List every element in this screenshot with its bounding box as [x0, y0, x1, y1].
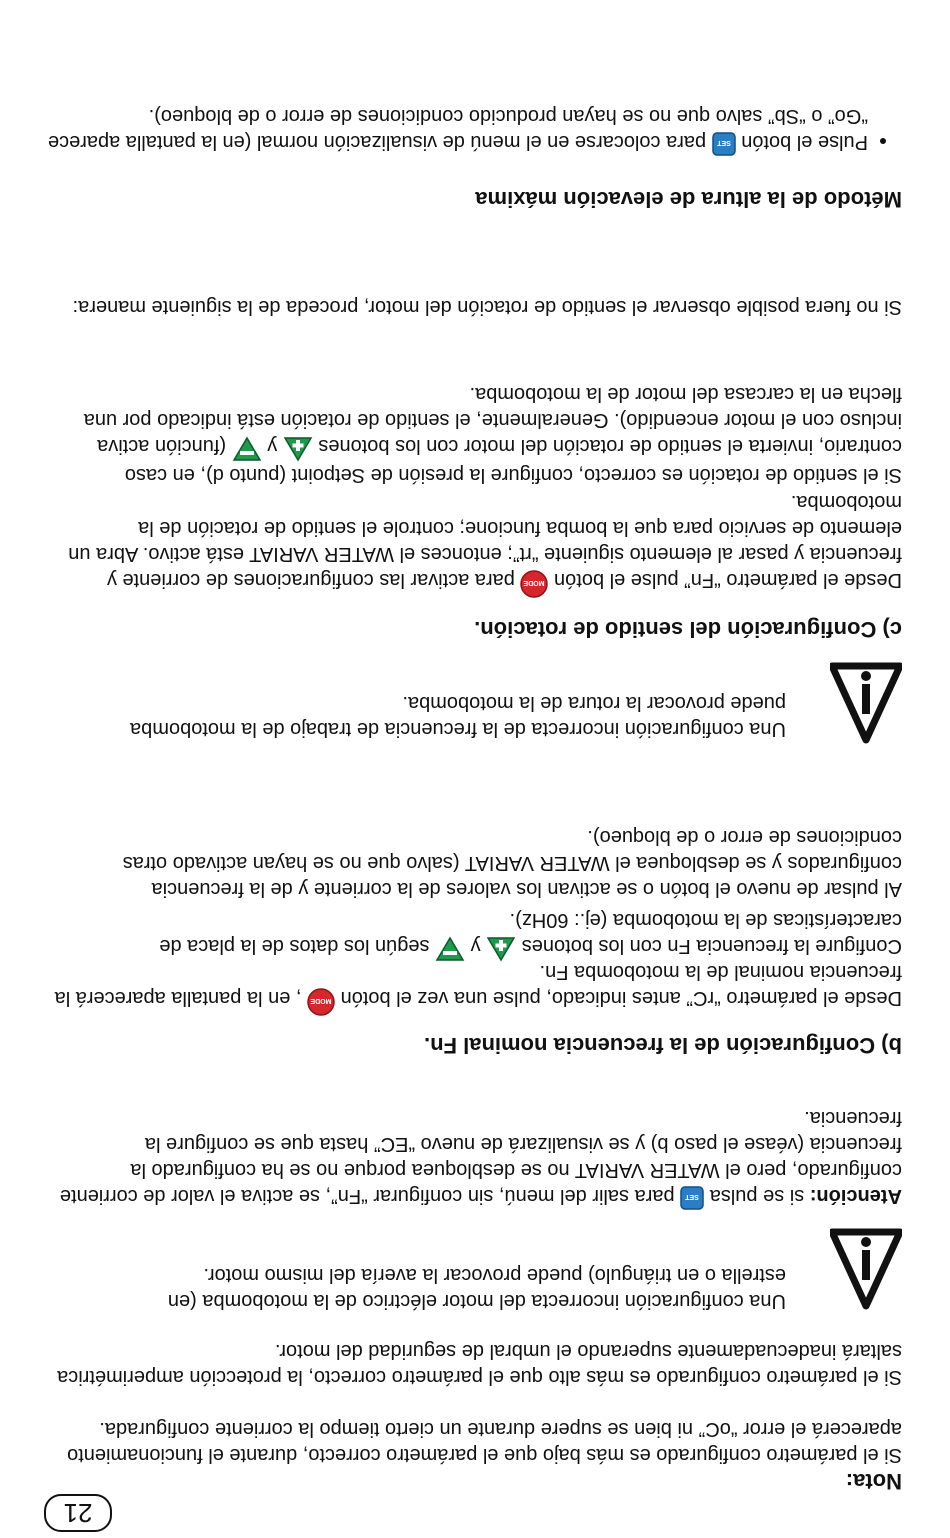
- atencion-text-2: para salir del menú, sin configurar “Fn”, se activa el valor de corriente configurado, pero el WATER VARIAT no se desbloquea porque no se ha configurado la frecuencia (véase el paso b) y se visualizará de nuevo “EC” hasta que se configure la frecuencia.: [59, 1107, 902, 1207]
- nota-paragraph-2: Si el parámetro configurado es más alto que el parámetro correcto, la protección amperimétrica saltará inadecuadamente superando el umbral de seguridad del motor.: [57, 1340, 902, 1388]
- section-b-paragraph-1: [50, 959, 902, 1016]
- section-c-paragraph-2: [50, 381, 902, 488]
- section-b-heading: b) Configuración de la frecuencia nominal Fn.: [424, 1033, 902, 1058]
- set-button-label: SET: [716, 139, 731, 146]
- section-c-paragraph-3: Si no fuera posible observar el sentido de rotación del motor, proceda de la siguiente manera:: [72, 296, 902, 318]
- atencion-paragraph: [50, 1105, 902, 1210]
- section-c-p1-text-b: para activar las configuraciones de corriente y frecuencia y pasar al elemento siguiente “rt”; entonces el WATER VARIAT está activo. Abra un elemento de servicio para que la bomba funcione; controle el sentido de rotación de la motobomba.: [68, 491, 902, 591]
- section-c-paragraph-1: [50, 489, 902, 598]
- mode-button-label: MODE: [310, 997, 332, 1004]
- section-c-p2-text-b: y: [261, 435, 283, 457]
- warning-text-2: Una configuración incorrecta de la frecuencia de trabajo de la motobomba puede provocar la rotura de la motobomba.: [130, 692, 786, 740]
- bullet-text-a: Pulse el botón: [735, 131, 868, 153]
- mode-button-icon: [307, 988, 335, 1016]
- section-b-p2-text-c: según los datos de la placa de características de la motobomba (ej.: 60Hz).: [159, 909, 902, 957]
- set-button-icon: [712, 132, 736, 156]
- section-c-p2-text-a: Si el sentido de rotación es correcto, configure la presión de Setpoint (punto d), en caso contrario, invierta el sentido de rotación del motor con los botones: [124, 435, 902, 486]
- section-max-bullet-1: [16, 103, 868, 156]
- warning-box-2: [50, 668, 902, 748]
- mode-button-icon: [520, 570, 548, 598]
- warning-icon: [830, 662, 902, 744]
- section-b-p2-text-a: Configure la frecuencia Fn con los botones: [516, 935, 902, 957]
- section-b-p1-text-b: , en la pantalla aparecerá la frecuencia nominal de la motobomba Fn.: [54, 961, 902, 1009]
- nota-paragraph-1: Si el parámetro configurado es más bajo que el parámetro correcto, durante el funcionamiento aparecerá el error “oC” ni bien se supere durante un cierto tiempo la corriente configurada.: [67, 1418, 902, 1466]
- warning-text-1: Una configuración incorrecta del motor eléctrico de la motobomba (en estrella o en triángulo) puede provocar la avería del mismo motor.: [167, 1264, 786, 1312]
- bullet-text-b: para colocarse en el menú de visualización normal (en la pantalla aparece “Go” o “Sb” salvo que no se hayan producido condiciones de error o de bloqueo).: [47, 105, 868, 153]
- section-b-p2-text-b: y: [465, 935, 487, 957]
- warning-icon: [830, 1228, 902, 1310]
- section-b-paragraph-2: [50, 907, 902, 962]
- section-c-heading: c) Configuración del sentido de rotación.: [474, 617, 902, 642]
- warning-box-1: [50, 1218, 902, 1314]
- plus-triangle-icon: [283, 436, 313, 462]
- section-max-heading: Método de la altura de elevación máxima: [475, 187, 902, 212]
- atencion-text-1: si se pulsa: [704, 1185, 810, 1207]
- section-b-p1-text-a: Desde el parámetro “rC” antes indicado, pulse una vez el botón: [335, 987, 902, 1009]
- section-max-bullets: [16, 103, 902, 156]
- page-number: 21: [44, 1494, 112, 1532]
- mode-button-label: MODE: [523, 579, 545, 586]
- atencion-label: Atención:: [809, 1185, 902, 1207]
- section-c-p1-text-a: Desde el parámetro “Fn” pulse el botón: [548, 569, 902, 591]
- minus-triangle-icon: [232, 436, 262, 462]
- minus-triangle-icon: [435, 936, 465, 962]
- set-button-label: SET: [685, 1193, 699, 1200]
- section-c-p2-text-c: (función activa incluso con el motor encendido). Generalmente, el sentido de rotación está indicado por una flecha en la carcasa del motor de la motobomba.: [83, 383, 902, 457]
- plus-triangle-icon: [486, 936, 516, 962]
- set-button-icon: [680, 1186, 704, 1210]
- nota-heading: Nota:: [845, 1469, 902, 1494]
- section-b-paragraph-3: Al pulsar de nuevo el botón o se activan los valores de la corriente y de la frecuencia configurados y se desbloquea el WATER VARIAT (salvo que no se hayan activado otras condiciones de error o de bloqueo).: [122, 826, 902, 900]
